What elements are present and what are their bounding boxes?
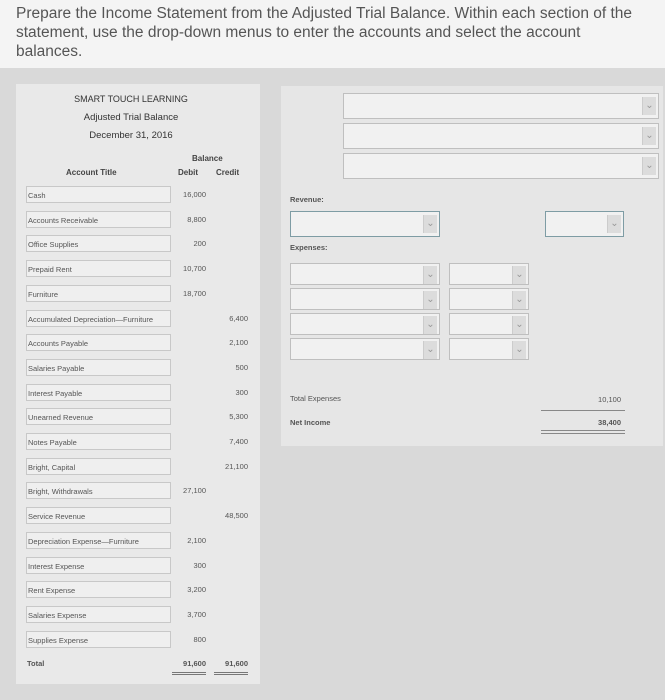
net-income-value: 38,400 (598, 418, 621, 427)
credit-header: Credit (216, 168, 240, 177)
credit-cell: 500 (235, 362, 248, 372)
account-title-cell: Office Supplies (26, 235, 171, 252)
table-row (24, 629, 260, 649)
expense-account-dropdown[interactable] (290, 313, 440, 335)
account-title-cell: Interest Expense (26, 557, 171, 574)
table-row (24, 209, 260, 229)
chevron-down-icon: ⌄ (642, 127, 656, 145)
account-title-header: Account Title (66, 168, 117, 177)
debit-cell: 18,700 (183, 288, 206, 298)
trial-balance-panel (16, 84, 260, 684)
chevron-down-icon: ⌄ (512, 266, 526, 284)
debit-cell: 16,000 (183, 190, 206, 199)
total-expenses-label: Total Expenses (290, 394, 341, 403)
credit-cell: 48,500 (225, 511, 248, 521)
debit-cell: 91,600 (172, 655, 206, 675)
table-row (24, 258, 260, 278)
table-row (24, 480, 260, 500)
table-row (24, 505, 260, 525)
instructions: Prepare the Income Statement from the Adjusted Trial Balance. Within each section of the statement, use the drop-down menus to enter the accounts and select the account balances. (0, 0, 665, 68)
account-title-cell: Accounts Receivable (26, 211, 171, 228)
revenue-label: Revenue: (290, 195, 324, 204)
credit-cell: 91,600 (214, 655, 248, 675)
chevron-down-icon: ⌄ (512, 341, 526, 359)
expense-amount-dropdown[interactable] (449, 263, 529, 285)
account-title-cell: Bright, Withdrawals (26, 482, 171, 499)
account-title-cell: Depreciation Expense—Furniture (26, 532, 171, 549)
account-title-cell: Furniture (26, 285, 171, 302)
account-title-cell: Accounts Payable (26, 334, 171, 351)
debit-cell: 300 (193, 560, 206, 570)
account-title-cell: Cash (26, 186, 171, 203)
table-row (24, 456, 260, 476)
company-name: SMART TOUCH LEARNING (74, 94, 188, 104)
debit-cell: 8,800 (187, 214, 206, 224)
total-expenses-value: 10,100 (598, 395, 621, 404)
expense-account-dropdown[interactable] (290, 338, 440, 360)
chevron-down-icon: ⌄ (423, 266, 437, 284)
chevron-down-icon: ⌄ (512, 291, 526, 309)
table-row (24, 233, 260, 253)
chevron-down-icon: ⌄ (423, 291, 437, 309)
revenue-account-dropdown[interactable] (290, 211, 440, 237)
account-title-cell: Salaries Payable (26, 359, 171, 376)
account-title-cell: Interest Payable (26, 384, 171, 401)
debit-cell: 200 (193, 239, 206, 249)
debit-cell: 27,100 (183, 486, 206, 496)
table-row (24, 184, 260, 204)
debit-cell: 3,200 (187, 585, 206, 595)
table-row (24, 308, 260, 328)
debit-cell: 2,100 (187, 535, 206, 545)
account-title-cell: Total (27, 659, 45, 669)
chevron-down-icon: ⌄ (423, 215, 437, 233)
chevron-down-icon: ⌄ (423, 341, 437, 359)
account-title-cell: Salaries Expense (26, 606, 171, 623)
heading-dropdown-2[interactable] (343, 123, 659, 149)
debit-header: Debit (178, 168, 198, 177)
expense-amount-dropdown[interactable] (449, 288, 529, 310)
table-row (24, 431, 260, 451)
table-row (24, 332, 260, 352)
heading-dropdown-3[interactable] (343, 153, 659, 179)
account-title-cell: Service Revenue (26, 507, 171, 524)
account-title-cell: Notes Payable (26, 433, 171, 450)
balance-header: Balance (192, 154, 223, 163)
heading-dropdown-1[interactable] (343, 93, 659, 119)
table-row (24, 406, 260, 426)
chevron-down-icon: ⌄ (512, 316, 526, 334)
expense-amount-dropdown[interactable] (449, 313, 529, 335)
credit-cell: 21,100 (225, 461, 248, 471)
statement-title: Adjusted Trial Balance (83, 112, 179, 123)
chevron-down-icon: ⌄ (642, 97, 656, 115)
statement-date: December 31, 2016 (89, 130, 173, 141)
debit-cell: 800 (193, 634, 206, 644)
credit-cell: 6,400 (229, 313, 248, 323)
account-title-cell: Prepaid Rent (26, 260, 171, 277)
table-row (24, 530, 260, 550)
table-row (24, 555, 260, 575)
table-row (24, 357, 260, 377)
revenue-amount-dropdown[interactable] (545, 211, 624, 237)
table-row (24, 579, 260, 599)
debit-cell: 3,700 (187, 609, 206, 619)
total-expenses-underline (541, 410, 625, 411)
chevron-down-icon: ⌄ (423, 316, 437, 334)
account-title-cell: Bright, Capital (26, 458, 171, 475)
chevron-down-icon: ⌄ (642, 157, 656, 175)
account-title-cell: Unearned Revenue (26, 408, 171, 425)
credit-cell: 7,400 (229, 437, 248, 446)
expense-account-dropdown[interactable] (290, 288, 440, 310)
expenses-label: Expenses: (290, 243, 328, 252)
table-row (24, 653, 260, 673)
account-title-cell: Supplies Expense (26, 631, 171, 648)
expense-account-dropdown[interactable] (290, 263, 440, 285)
net-income-underline-1 (541, 430, 625, 431)
account-title-cell: Rent Expense (26, 581, 171, 598)
net-income-label: Net Income (290, 418, 331, 427)
credit-cell: 2,100 (229, 338, 248, 348)
expense-amount-dropdown[interactable] (449, 338, 529, 360)
credit-cell: 300 (235, 387, 248, 397)
debit-cell: 10,700 (183, 264, 206, 274)
account-title-cell: Accumulated Depreciation—Furniture (26, 310, 171, 327)
credit-cell: 5,300 (229, 412, 248, 422)
income-statement-panel (281, 86, 663, 446)
table-row (24, 283, 260, 303)
table-row (24, 382, 260, 402)
net-income-underline-2 (541, 433, 625, 434)
chevron-down-icon: ⌄ (607, 215, 621, 233)
table-row (24, 604, 260, 624)
